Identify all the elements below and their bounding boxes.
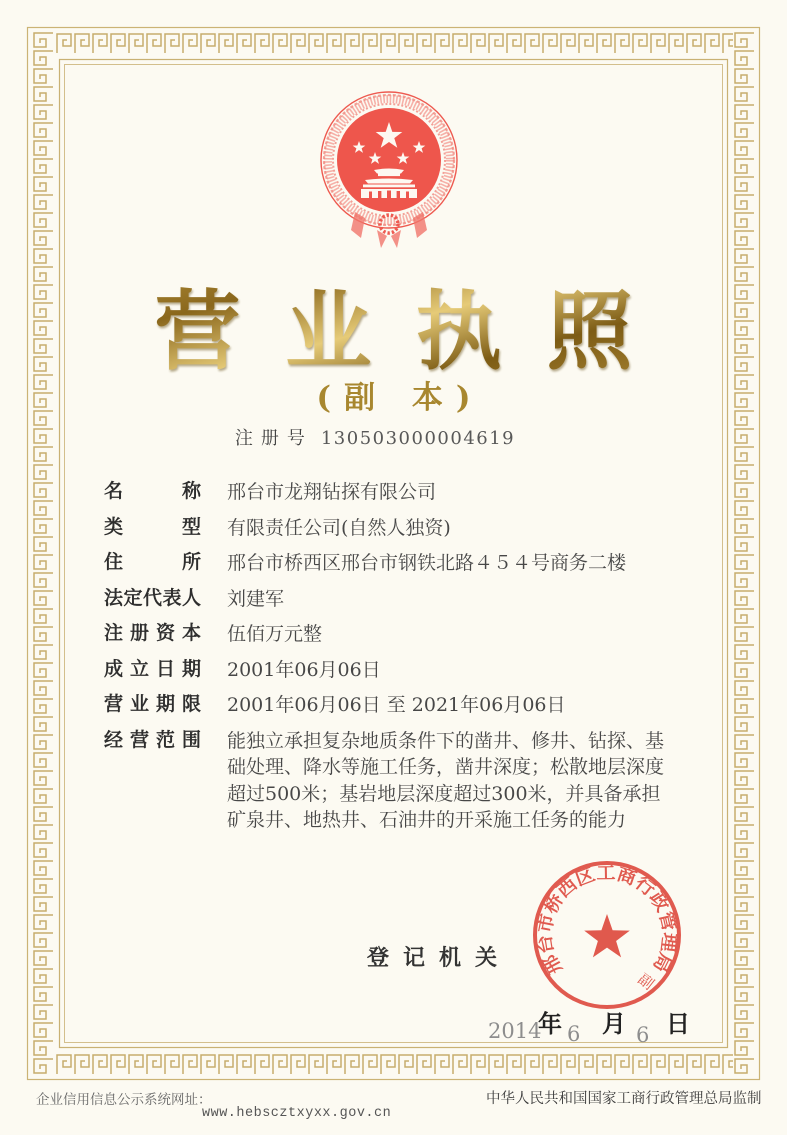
footer-issuer-text: 中华人民共和国国家工商行政管理总局监制 bbox=[486, 1091, 762, 1107]
license-subtitle: (副 本) bbox=[316, 380, 484, 416]
date-year-value: 2014 bbox=[488, 1019, 542, 1043]
field-value: 邢台市龙翔钻探有限公司 bbox=[227, 481, 437, 503]
fields bbox=[104, 479, 666, 843]
registration-line bbox=[0, 424, 750, 450]
seal-duplicate-mark: 副 bbox=[634, 969, 658, 994]
registrar-label: 登记机关 bbox=[367, 945, 512, 971]
date-day-label: 日 bbox=[666, 1010, 690, 1038]
field-row bbox=[104, 515, 666, 542]
field-value: 2001年06月06日 至 2021年06月06日 bbox=[227, 694, 566, 716]
field-label: 经营范围 bbox=[104, 728, 201, 751]
field-row bbox=[104, 621, 666, 648]
date-year-label: 年 bbox=[538, 1010, 562, 1038]
field-label: 注册资本 bbox=[104, 622, 201, 644]
field-label: 营业期限 bbox=[104, 693, 201, 715]
field-row bbox=[104, 728, 666, 834]
field-row bbox=[104, 586, 666, 613]
seal-star-icon bbox=[584, 914, 630, 957]
field-label: 名称 bbox=[104, 480, 201, 502]
date-month-value: 6 bbox=[567, 1022, 581, 1046]
license-title: 营业执照 bbox=[0, 262, 787, 386]
field-label: 法定代表人 bbox=[104, 586, 201, 609]
field-row bbox=[104, 550, 666, 577]
field-row bbox=[104, 479, 666, 506]
field-label: 成立日期 bbox=[104, 657, 201, 680]
registration-number-value: 130503000004619 bbox=[320, 428, 516, 449]
field-value: 伍佰万元整 bbox=[227, 623, 323, 645]
field-value: 2001年06月06日 bbox=[227, 658, 381, 681]
field-value: 刘建军 bbox=[227, 587, 285, 610]
date-month-label: 月 bbox=[602, 1010, 626, 1038]
national-emblem-icon bbox=[315, 82, 463, 258]
registration-number-label: 注册号 bbox=[234, 428, 313, 449]
official-seal-stamp bbox=[524, 852, 690, 1018]
footer-publicity-url: www.hebscztxyxx.gov.cn bbox=[202, 1106, 392, 1121]
date-day-value: 6 bbox=[636, 1023, 650, 1047]
seal-arc-text: 邢台市桥西区工商行政管理局 bbox=[534, 862, 680, 978]
field-label: 住所 bbox=[104, 551, 201, 573]
footer-publicity-label: 企业信用信息公示系统网址： bbox=[36, 1092, 212, 1108]
field-value: 邢台市桥西区邢台市钢铁北路４５４号商务二楼 bbox=[227, 552, 627, 574]
field-label: 类型 bbox=[104, 515, 201, 538]
field-row bbox=[104, 692, 666, 719]
field-row bbox=[104, 657, 666, 684]
field-value: 有限责任公司(自然人独资) bbox=[227, 516, 451, 539]
field-value: 能独立承担复杂地质条件下的凿井、修井、钻探、基础处理、降水等施工任务，凿井深度；松散地层深度超过500米；基岩地层深度超过300米，并具备承担矿泉井、地热井、石油井的开采施工任务的能力 bbox=[227, 729, 665, 831]
